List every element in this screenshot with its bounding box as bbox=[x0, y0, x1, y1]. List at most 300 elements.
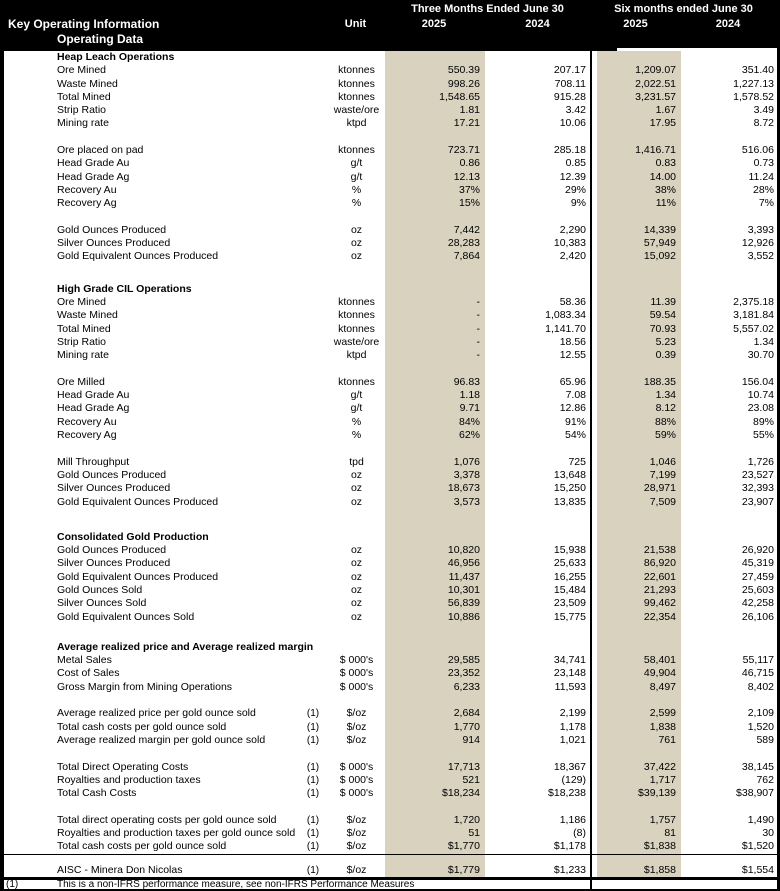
value-3m-2025: 62% bbox=[385, 429, 485, 442]
row-label bbox=[4, 131, 298, 144]
data-row bbox=[4, 197, 777, 210]
footnote-ref: (1) bbox=[306, 788, 320, 800]
value-3m-2025 bbox=[385, 694, 485, 707]
value-3m-2025: - bbox=[385, 349, 485, 362]
row-label: Mining rate bbox=[57, 117, 109, 130]
row-label: Total Direct Operating Costs bbox=[57, 760, 189, 773]
row-label: AISC - Minera Don Nicolas bbox=[57, 863, 183, 876]
spacer-row bbox=[4, 442, 777, 455]
row-label: Cost of Sales bbox=[57, 667, 120, 680]
period-group-three-months: Three Months Ended June 30 bbox=[411, 3, 564, 15]
value-3m-2025: 7,864 bbox=[385, 250, 485, 263]
unit-cell: ktonnes bbox=[338, 296, 375, 309]
value-6m-2024 bbox=[681, 624, 777, 641]
value-3m-2025: 521 bbox=[385, 774, 485, 787]
row-label: Gold Equivalent Ounces Produced bbox=[57, 495, 219, 508]
value-3m-2024 bbox=[485, 694, 592, 707]
footnote-ref bbox=[298, 694, 328, 707]
unit-cell: $/oz bbox=[346, 863, 367, 876]
row-label: Ore placed on pad bbox=[57, 144, 144, 157]
value-3m-2025: 23,352 bbox=[385, 667, 485, 680]
value-3m-2024: 10.06 bbox=[485, 117, 592, 130]
unit-cell: $/oz bbox=[346, 720, 367, 733]
row-label: Mill Throughput bbox=[57, 455, 130, 468]
value-3m-2025 bbox=[385, 747, 485, 760]
value-3m-2025: 1,076 bbox=[385, 456, 485, 469]
value-6m-2025: 1,046 bbox=[592, 456, 681, 469]
data-row bbox=[4, 349, 777, 362]
value-6m-2024: 1,227.13 bbox=[733, 77, 774, 90]
value-6m-2025: 2,599 bbox=[592, 707, 681, 720]
row-label: Head Grade Au bbox=[57, 389, 130, 402]
row-label: Mining rate bbox=[57, 349, 109, 362]
value-3m-2024 bbox=[485, 747, 592, 760]
unit-cell: oz bbox=[350, 597, 363, 610]
row-label bbox=[4, 211, 298, 224]
row-label: Waste Mined bbox=[57, 309, 118, 322]
row-label: Head Grade Ag bbox=[57, 402, 130, 415]
value-3m-2025: 6,233 bbox=[385, 681, 485, 694]
footnote-ref bbox=[298, 800, 328, 813]
value-6m-2025: 8,497 bbox=[592, 681, 681, 694]
value-6m-2025 bbox=[592, 363, 681, 376]
value-6m-2024: 10.74 bbox=[747, 389, 774, 402]
row-label: Silver Ounces Produced bbox=[57, 557, 171, 570]
footnote-ref bbox=[298, 681, 328, 694]
value-6m-2024 bbox=[681, 283, 777, 296]
value-3m-2025: 1,548.65 bbox=[385, 91, 485, 104]
row-label: Ore Milled bbox=[57, 375, 105, 388]
value-6m-2024: 156.04 bbox=[741, 375, 774, 388]
footnote-ref bbox=[298, 469, 328, 482]
value-3m-2025 bbox=[385, 855, 485, 864]
value-3m-2024 bbox=[485, 283, 592, 296]
value-3m-2024 bbox=[485, 641, 592, 654]
data-row bbox=[4, 496, 777, 509]
value-6m-2024: $38,907 bbox=[736, 787, 774, 800]
value-6m-2024: 45,319 bbox=[741, 557, 774, 570]
value-6m-2025 bbox=[592, 442, 681, 455]
value-3m-2024: 708.11 bbox=[485, 78, 592, 91]
value-3m-2025 bbox=[385, 624, 485, 641]
value-6m-2025: 38% bbox=[592, 184, 681, 197]
year-row bbox=[0, 17, 780, 33]
value-3m-2024 bbox=[485, 624, 592, 641]
data-row bbox=[4, 64, 777, 77]
value-3m-2024: $1,233 bbox=[485, 864, 592, 877]
footnote-ref bbox=[298, 496, 328, 509]
value-3m-2024: 11,593 bbox=[485, 681, 592, 694]
value-6m-2024 bbox=[681, 363, 777, 376]
data-row bbox=[4, 309, 777, 322]
footnote-ref bbox=[298, 336, 328, 349]
value-3m-2025 bbox=[385, 531, 485, 544]
value-3m-2024: 1,021 bbox=[485, 734, 592, 747]
value-3m-2025: $1,779 bbox=[385, 864, 485, 877]
value-6m-2025: 15,092 bbox=[592, 250, 681, 263]
spacer-row bbox=[4, 747, 777, 760]
row-label: Silver Ounces Produced bbox=[57, 482, 171, 495]
value-3m-2025: 96.83 bbox=[385, 376, 485, 389]
value-3m-2025: 3,573 bbox=[385, 496, 485, 509]
unit-cell: oz bbox=[350, 557, 363, 570]
unit-cell: $/oz bbox=[346, 813, 367, 826]
row-label: Gross Margin from Mining Operations bbox=[57, 680, 233, 693]
value-3m-2024: 15,250 bbox=[485, 482, 592, 495]
footnote-ref bbox=[298, 117, 328, 130]
unit-cell: $/oz bbox=[346, 840, 367, 853]
row-label: Gold Ounces Produced bbox=[57, 468, 167, 481]
value-6m-2024: 55,117 bbox=[742, 654, 774, 667]
value-6m-2025 bbox=[592, 747, 681, 760]
subtitle-underline-rule bbox=[0, 48, 617, 51]
value-3m-2025: 1.81 bbox=[385, 104, 485, 117]
value-3m-2025: - bbox=[385, 296, 485, 309]
row-label: Heap Leach Operations bbox=[57, 51, 175, 63]
period-group-six-months: Six months ended June 30 bbox=[614, 3, 753, 15]
value-6m-2025 bbox=[592, 264, 681, 283]
value-6m-2024: $1,520 bbox=[741, 840, 774, 853]
value-6m-2025: 1,717 bbox=[592, 774, 681, 787]
value-6m-2025: 22,354 bbox=[592, 611, 681, 624]
row-label: Recovery Ag bbox=[57, 197, 117, 210]
row-label bbox=[4, 442, 298, 455]
unit-cell: waste/ore bbox=[333, 104, 380, 117]
data-row bbox=[4, 469, 777, 482]
value-6m-2025: 7,199 bbox=[592, 469, 681, 482]
unit-cell: ktonnes bbox=[338, 90, 375, 103]
footnote-ref bbox=[298, 197, 328, 210]
value-6m-2024 bbox=[681, 131, 777, 144]
section-header-row bbox=[4, 283, 777, 296]
data-row bbox=[4, 597, 777, 610]
value-3m-2025: 2,684 bbox=[385, 707, 485, 720]
value-3m-2024: 1,141.70 bbox=[485, 323, 592, 336]
row-label: Gold Equivalent Ounces Produced bbox=[57, 570, 219, 583]
unit-cell bbox=[328, 264, 385, 283]
row-label: Average realized price per gold ounce sold bbox=[57, 707, 256, 720]
value-6m-2024: 26,106 bbox=[741, 610, 774, 623]
value-6m-2025: 1,838 bbox=[592, 721, 681, 734]
value-6m-2024: 3.49 bbox=[753, 104, 774, 117]
value-6m-2024 bbox=[681, 800, 777, 813]
value-6m-2024: 12,926 bbox=[741, 237, 774, 250]
value-3m-2025: 51 bbox=[385, 827, 485, 840]
unit-cell bbox=[328, 442, 385, 455]
value-6m-2024 bbox=[681, 264, 777, 283]
row-label: Strip Ratio bbox=[57, 335, 107, 348]
value-6m-2024: 42,258 bbox=[741, 597, 774, 610]
unit-cell: oz bbox=[350, 570, 363, 583]
value-6m-2024 bbox=[681, 747, 777, 760]
value-3m-2025 bbox=[385, 131, 485, 144]
value-6m-2025 bbox=[592, 531, 681, 544]
row-label: Waste Mined bbox=[57, 77, 118, 90]
footnote-ref: (1) bbox=[306, 708, 320, 720]
value-3m-2025: 1,720 bbox=[385, 814, 485, 827]
footnote-ref bbox=[298, 667, 328, 680]
value-3m-2024: 725 bbox=[485, 456, 592, 469]
row-label bbox=[4, 855, 298, 864]
footnote-ref: (1) bbox=[306, 721, 320, 733]
data-row bbox=[4, 402, 777, 415]
data-row bbox=[4, 557, 777, 570]
year-header-6m-2024: 2024 bbox=[715, 18, 741, 30]
value-6m-2025 bbox=[592, 800, 681, 813]
data-row bbox=[4, 667, 777, 680]
value-6m-2024: 516.06 bbox=[741, 144, 774, 157]
value-6m-2025: 59.54 bbox=[592, 309, 681, 322]
footnote-ref: (1) bbox=[306, 734, 320, 746]
data-row bbox=[4, 144, 777, 157]
unit-cell bbox=[328, 641, 385, 654]
footnote-ref: (1) bbox=[306, 828, 320, 840]
value-6m-2024: $1,554 bbox=[741, 863, 774, 876]
footnote-ref bbox=[298, 104, 328, 117]
page-title: Key Operating Information bbox=[8, 17, 160, 31]
footnote-ref bbox=[298, 557, 328, 570]
value-6m-2025: 49,904 bbox=[592, 667, 681, 680]
footnote-ref bbox=[298, 363, 328, 376]
year-header-6m-2025: 2025 bbox=[623, 18, 648, 30]
value-6m-2025: 188.35 bbox=[592, 376, 681, 389]
unit-cell: oz bbox=[350, 468, 363, 481]
spacer-row bbox=[4, 694, 777, 707]
value-3m-2024: 915.28 bbox=[485, 91, 592, 104]
value-6m-2024: 38,145 bbox=[741, 760, 774, 773]
footnote-ref bbox=[298, 509, 328, 531]
data-row bbox=[4, 734, 777, 747]
footnote-ref bbox=[298, 416, 328, 429]
value-6m-2024: 28% bbox=[752, 183, 774, 196]
value-6m-2024: 30 bbox=[762, 827, 774, 840]
value-3m-2024: 54% bbox=[485, 429, 592, 442]
row-label bbox=[4, 509, 298, 531]
value-3m-2024: 9% bbox=[485, 197, 592, 210]
value-6m-2025: 28,971 bbox=[592, 482, 681, 495]
footnote-ref bbox=[298, 250, 328, 263]
data-row bbox=[4, 416, 777, 429]
value-6m-2025 bbox=[592, 509, 681, 531]
value-3m-2025: 914 bbox=[385, 734, 485, 747]
unit-cell bbox=[328, 51, 385, 64]
value-3m-2025: 28,283 bbox=[385, 237, 485, 250]
footnote-ref: (1) bbox=[306, 774, 320, 786]
value-6m-2025: 14,339 bbox=[592, 224, 681, 237]
value-3m-2024: 12.55 bbox=[485, 349, 592, 362]
value-6m-2024: 7% bbox=[758, 197, 774, 210]
data-row bbox=[4, 78, 777, 91]
value-3m-2025: 1,770 bbox=[385, 721, 485, 734]
value-3m-2024 bbox=[485, 442, 592, 455]
footnote-ref bbox=[298, 597, 328, 610]
footnote-ref bbox=[298, 309, 328, 322]
data-row bbox=[4, 787, 777, 800]
unit-cell: ktonnes bbox=[338, 77, 375, 90]
table-header bbox=[0, 0, 780, 48]
value-6m-2024: 89% bbox=[752, 415, 774, 428]
value-3m-2025: 3,378 bbox=[385, 469, 485, 482]
unit-cell: $ 000's bbox=[339, 773, 374, 786]
spacer-row bbox=[4, 131, 777, 144]
section-header-row bbox=[4, 51, 777, 64]
data-row bbox=[4, 814, 777, 827]
value-6m-2025: 70.93 bbox=[592, 323, 681, 336]
value-3m-2024: 29% bbox=[485, 184, 592, 197]
value-3m-2025: $1,770 bbox=[385, 840, 485, 853]
footnote-ref bbox=[298, 283, 328, 296]
value-6m-2025: 14.00 bbox=[592, 171, 681, 184]
value-6m-2025: 37,422 bbox=[592, 761, 681, 774]
row-label: Total Mined bbox=[57, 90, 111, 103]
value-6m-2024: 589 bbox=[756, 733, 774, 746]
value-3m-2025: $18,234 bbox=[385, 787, 485, 800]
value-3m-2025: 10,301 bbox=[385, 584, 485, 597]
row-label: Ore Mined bbox=[57, 296, 107, 309]
unit-cell: oz bbox=[350, 250, 363, 263]
footnote-ref bbox=[298, 51, 328, 64]
value-6m-2024: 3,181.84 bbox=[733, 309, 774, 322]
unit-cell: ktonnes bbox=[338, 309, 375, 322]
value-3m-2025: - bbox=[385, 323, 485, 336]
data-row bbox=[4, 571, 777, 584]
footnote-ref bbox=[298, 456, 328, 469]
value-6m-2024: 1,490 bbox=[747, 813, 774, 826]
unit-cell bbox=[328, 531, 385, 544]
unit-cell: $/oz bbox=[346, 827, 367, 840]
value-3m-2025: 17.21 bbox=[385, 117, 485, 130]
value-3m-2024: 1,178 bbox=[485, 721, 592, 734]
value-6m-2025: 0.83 bbox=[592, 157, 681, 170]
row-label: Recovery Au bbox=[57, 183, 117, 196]
data-row bbox=[4, 721, 777, 734]
footnote-ref bbox=[298, 429, 328, 442]
spacer-row bbox=[4, 264, 777, 283]
value-6m-2025: 1,757 bbox=[592, 814, 681, 827]
value-6m-2025: $1,858 bbox=[592, 864, 681, 877]
value-3m-2024 bbox=[485, 855, 592, 864]
row-label: Ore Mined bbox=[57, 64, 107, 77]
value-6m-2025: 86,920 bbox=[592, 557, 681, 570]
row-label: Gold Ounces Produced bbox=[57, 544, 167, 557]
footnote-ref bbox=[298, 482, 328, 495]
data-row bbox=[4, 224, 777, 237]
value-6m-2024: 25,603 bbox=[741, 583, 774, 596]
value-3m-2024: 12.86 bbox=[485, 402, 592, 415]
period-group-row bbox=[0, 0, 780, 17]
value-6m-2025: 5.23 bbox=[592, 336, 681, 349]
data-row bbox=[4, 611, 777, 624]
value-6m-2025: $1,838 bbox=[592, 840, 681, 853]
value-6m-2024: 1,520 bbox=[747, 720, 774, 733]
value-3m-2024: 65.96 bbox=[485, 376, 592, 389]
unit-cell: oz bbox=[350, 583, 363, 596]
value-3m-2024 bbox=[485, 51, 592, 64]
value-6m-2024: 11.24 bbox=[748, 170, 774, 183]
unit-cell: ktonnes bbox=[338, 375, 375, 388]
data-row bbox=[4, 376, 777, 389]
value-6m-2025: 88% bbox=[592, 416, 681, 429]
footnote-ref bbox=[298, 611, 328, 624]
row-label: Total Cash Costs bbox=[57, 787, 137, 800]
unit-cell: $ 000's bbox=[339, 654, 374, 667]
spacer-row bbox=[4, 211, 777, 224]
value-6m-2025: 11.39 bbox=[592, 296, 681, 309]
value-3m-2024: 10,383 bbox=[485, 237, 592, 250]
value-3m-2024: 15,938 bbox=[485, 544, 592, 557]
unit-cell bbox=[328, 131, 385, 144]
value-6m-2025 bbox=[592, 51, 681, 64]
data-row bbox=[4, 482, 777, 495]
value-6m-2025: 2,022.51 bbox=[592, 78, 681, 91]
unit-cell: $ 000's bbox=[339, 760, 374, 773]
value-3m-2024 bbox=[485, 363, 592, 376]
value-6m-2024: 23,527 bbox=[741, 468, 774, 481]
row-label: Recovery Au bbox=[57, 415, 117, 428]
data-row bbox=[4, 707, 777, 720]
value-3m-2025: 46,956 bbox=[385, 557, 485, 570]
data-row bbox=[4, 184, 777, 197]
value-6m-2024: 2,109 bbox=[747, 707, 774, 720]
value-3m-2025: 37% bbox=[385, 184, 485, 197]
value-6m-2025: $39,139 bbox=[592, 787, 681, 800]
value-3m-2025: 998.26 bbox=[385, 78, 485, 91]
unit-cell: $ 000's bbox=[339, 680, 374, 693]
row-label: Royalties and production taxes bbox=[57, 773, 201, 786]
footnote-column-divider bbox=[590, 880, 592, 889]
footnote-ref bbox=[298, 376, 328, 389]
value-3m-2024 bbox=[485, 211, 592, 224]
value-3m-2024: 58.36 bbox=[485, 296, 592, 309]
value-6m-2024: 1,726 bbox=[747, 455, 774, 468]
value-3m-2024: 285.18 bbox=[485, 144, 592, 157]
spacer-row bbox=[4, 855, 777, 864]
value-3m-2025: 15% bbox=[385, 197, 485, 210]
value-3m-2025: - bbox=[385, 309, 485, 322]
value-6m-2025: 99,462 bbox=[592, 597, 681, 610]
footnote-ref bbox=[298, 855, 328, 864]
value-6m-2025: 1,416.71 bbox=[592, 144, 681, 157]
footnote-ref bbox=[298, 78, 328, 91]
value-6m-2024: 46,715 bbox=[741, 667, 774, 680]
footnote-row bbox=[0, 880, 780, 889]
value-6m-2025: 11% bbox=[592, 197, 681, 210]
value-3m-2024: 2,420 bbox=[485, 250, 592, 263]
footnote-ref: (1) bbox=[306, 814, 320, 826]
data-row bbox=[4, 104, 777, 117]
spacer-row bbox=[4, 363, 777, 376]
row-label bbox=[4, 694, 298, 707]
data-row bbox=[4, 237, 777, 250]
value-3m-2024: 13,835 bbox=[485, 496, 592, 509]
value-3m-2025 bbox=[385, 442, 485, 455]
footnote-ref bbox=[298, 184, 328, 197]
unit-cell: ktonnes bbox=[338, 144, 375, 157]
footnote-ref bbox=[298, 296, 328, 309]
value-6m-2024: 1.34 bbox=[753, 335, 774, 348]
unit-column-header: Unit bbox=[344, 18, 367, 30]
data-row bbox=[4, 456, 777, 469]
row-label bbox=[4, 363, 298, 376]
value-6m-2024: 5,557.02 bbox=[733, 322, 774, 335]
value-3m-2025: 18,673 bbox=[385, 482, 485, 495]
data-row bbox=[4, 544, 777, 557]
unit-cell bbox=[328, 855, 385, 864]
value-6m-2024 bbox=[681, 509, 777, 531]
value-3m-2025 bbox=[385, 51, 485, 64]
row-label: Head Grade Ag bbox=[57, 170, 130, 183]
unit-cell bbox=[328, 363, 385, 376]
